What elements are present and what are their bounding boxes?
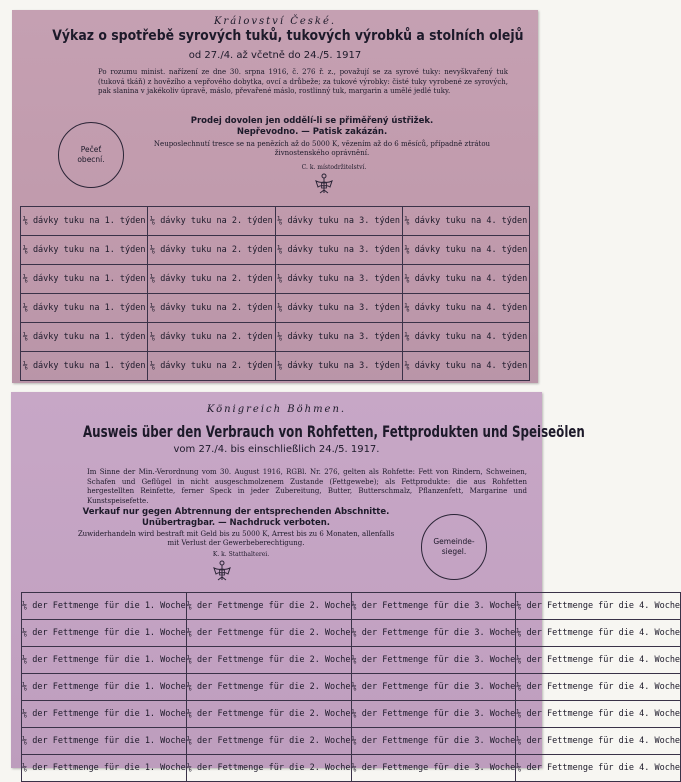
german-seal-line-2: siegel. bbox=[441, 547, 467, 556]
german-authority: K. k. Statthalterei. bbox=[212, 551, 270, 558]
czech-ration-card bbox=[12, 10, 538, 383]
german-sale-rule: Verkauf nur gegen Abtrennung der entsprechenden Abschnitte. bbox=[82, 507, 390, 517]
czech-municipal-seal-placeholder bbox=[58, 122, 124, 188]
czech-coupon-row bbox=[21, 294, 530, 323]
german-coupon-cell[interactable]: ⅙ der Fettmenge für die 1. Woche bbox=[22, 728, 187, 755]
german-coupon-row bbox=[22, 674, 681, 701]
czech-coupon-cell[interactable]: ⅙ dávky tuku na 4. týden bbox=[402, 207, 529, 236]
czech-coupon-cell[interactable]: ⅙ dávky tuku na 4. týden bbox=[402, 294, 529, 323]
german-coupon-cell[interactable]: ⅙ der Fettmenge für die 3. Woche bbox=[351, 755, 516, 782]
czech-decree-text: Po rozumu minist. nařízení ze dne 30. srpna 1916, č. 276 ř. z., považují se za syrové tuky: nevyškvařený tuk (tuková tkáň) z hovězího a vepřového dobytka, ovcí a drůbeže; za tukové výrobky: čisté tuky vyrobené ze syrových, pak slanina v jakékoliv úpravě, máslo, převařené máslo, rostlinný tuk, margarin a umělé jedlé tuky. bbox=[98, 68, 508, 95]
german-coupon-cell[interactable]: ⅙ der Fettmenge für die 1. Woche bbox=[22, 755, 187, 782]
czech-coupon-cell[interactable]: ⅙ dávky tuku na 1. týden bbox=[21, 236, 148, 265]
german-seal-line-1: Gemeinde- bbox=[433, 537, 475, 546]
czech-coupon-cell[interactable]: ⅙ dávky tuku na 3. týden bbox=[275, 294, 402, 323]
german-coupon-cell[interactable]: ⅙ der Fettmenge für die 3. Woche bbox=[351, 701, 516, 728]
czech-coupon-cell[interactable]: ⅙ dávky tuku na 3. týden bbox=[275, 207, 402, 236]
czech-coupon-cell[interactable]: ⅙ dávky tuku na 1. týden bbox=[21, 352, 148, 381]
german-coupon-cell[interactable]: ⅙ der Fettmenge für die 4. Woche bbox=[516, 647, 681, 674]
german-coupon-cell[interactable]: ⅙ der Fettmenge für die 2. Woche bbox=[186, 620, 351, 647]
german-ration-card bbox=[11, 392, 681, 773]
czech-penalty-text: Neuposlechnutí tresce se na penězích až do 5000 K, vězením až do 6 měsíců, případně ztrátou živnostenského oprávnění. bbox=[153, 140, 491, 157]
czech-transfer-rule: Nepřevodno. — Patisk zakázán. bbox=[236, 127, 388, 137]
german-coupon-cell[interactable]: ⅙ der Fettmenge für die 1. Woche bbox=[22, 593, 187, 620]
czech-coupon-cell[interactable]: ⅙ dávky tuku na 1. týden bbox=[21, 294, 148, 323]
czech-coupon-cell[interactable]: ⅙ dávky tuku na 2. týden bbox=[148, 323, 275, 352]
czech-kingdom-heading: Království České. bbox=[213, 16, 337, 27]
czech-sale-rule: Prodej dovolen jen oddělí-li se přiměřený ústřižek. bbox=[190, 116, 434, 126]
german-decree-text: Im Sinne der Min.-Verordnung vom 30. August 1916, RGBl. Nr. 276, gelten als Rohfette: Fett von Rindern, Schweinen, Schafen und Geflügel in nicht ausgeschmolzenem Zustande (Fettgewebe); als Fettprodukte: die aus Rohfetten hergestellten Reinfette, ferner Speck in jeder Zubereitung, Butter, Butterschmalz, Pflanzenfett, Margarine und Kunstspeisefette. bbox=[87, 468, 527, 505]
czech-coupon-row bbox=[21, 265, 530, 294]
german-coupon-cell[interactable]: ⅙ der Fettmenge für die 4. Woche bbox=[516, 728, 681, 755]
german-coupon-cell[interactable]: ⅙ der Fettmenge für die 2. Woche bbox=[186, 674, 351, 701]
czech-coupon-cell[interactable]: ⅙ dávky tuku na 2. týden bbox=[148, 265, 275, 294]
german-card-title: Ausweis über den Verbrauch von Rohfetten, Fettprodukten und Speiseölen bbox=[82, 422, 585, 441]
german-coupon-row bbox=[22, 593, 681, 620]
czech-coupon-grid bbox=[20, 206, 530, 381]
eagle-icon bbox=[211, 560, 233, 584]
german-coupon-row bbox=[22, 647, 681, 674]
czech-card-title: Výkaz o spotřebě syrových tuků, tukových výrobků a stolních olejů bbox=[52, 28, 524, 44]
german-coupon-cell[interactable]: ⅙ der Fettmenge für die 1. Woche bbox=[22, 647, 187, 674]
czech-coupon-cell[interactable]: ⅙ dávky tuku na 3. týden bbox=[275, 236, 402, 265]
german-municipal-seal-placeholder bbox=[421, 514, 487, 580]
german-penalty-text: Zuwiderhandeln wird bestraft mit Geld bis zu 5000 K, Arrest bis zu 6 Monaten, allenfalls mit Verlust der Gewerbeberechtigung. bbox=[77, 530, 395, 547]
czech-coupon-row bbox=[21, 207, 530, 236]
czech-coupon-row bbox=[21, 236, 530, 265]
german-coupon-cell[interactable]: ⅙ der Fettmenge für die 2. Woche bbox=[186, 728, 351, 755]
czech-authority: C. k. místodržitelství. bbox=[301, 164, 367, 171]
german-coupon-cell[interactable]: ⅙ der Fettmenge für die 3. Woche bbox=[351, 647, 516, 674]
german-coupon-cell[interactable]: ⅙ der Fettmenge für die 2. Woche bbox=[186, 755, 351, 782]
czech-coupon-cell[interactable]: ⅙ dávky tuku na 1. týden bbox=[21, 207, 148, 236]
german-coupon-row bbox=[22, 620, 681, 647]
czech-seal-line-2: obecní. bbox=[77, 155, 105, 164]
german-coupon-row bbox=[22, 701, 681, 728]
german-coupon-cell[interactable]: ⅙ der Fettmenge für die 4. Woche bbox=[516, 755, 681, 782]
german-coupon-cell[interactable]: ⅙ der Fettmenge für die 3. Woche bbox=[351, 620, 516, 647]
german-coupon-cell[interactable]: ⅙ der Fettmenge für die 3. Woche bbox=[351, 674, 516, 701]
czech-seal-line-1: Pečeť bbox=[80, 145, 102, 154]
german-coupon-row bbox=[22, 728, 681, 755]
german-coupon-cell[interactable]: ⅙ der Fettmenge für die 4. Woche bbox=[516, 620, 681, 647]
german-coupon-cell[interactable]: ⅙ der Fettmenge für die 2. Woche bbox=[186, 647, 351, 674]
german-coupon-cell[interactable]: ⅙ der Fettmenge für die 2. Woche bbox=[186, 701, 351, 728]
czech-coupon-cell[interactable]: ⅙ dávky tuku na 4. týden bbox=[402, 265, 529, 294]
czech-coupon-row bbox=[21, 352, 530, 381]
german-coupon-cell[interactable]: ⅙ der Fettmenge für die 4. Woche bbox=[516, 593, 681, 620]
german-kingdom-heading: Königreich Böhmen. bbox=[206, 404, 347, 415]
german-coupon-grid bbox=[21, 592, 681, 782]
czech-coupon-cell[interactable]: ⅙ dávky tuku na 2. týden bbox=[148, 352, 275, 381]
czech-coupon-cell[interactable]: ⅙ dávky tuku na 2. týden bbox=[148, 294, 275, 323]
czech-validity-period: od 27./4. až včetně do 24./5. 1917 bbox=[188, 50, 362, 61]
eagle-icon bbox=[313, 173, 335, 197]
czech-coupon-cell[interactable]: ⅙ dávky tuku na 2. týden bbox=[148, 207, 275, 236]
czech-coupon-cell[interactable]: ⅙ dávky tuku na 4. týden bbox=[402, 236, 529, 265]
german-coupon-cell[interactable]: ⅙ der Fettmenge für die 4. Woche bbox=[516, 701, 681, 728]
czech-coupon-cell[interactable]: ⅙ dávky tuku na 3. týden bbox=[275, 265, 402, 294]
german-coupon-row bbox=[22, 755, 681, 782]
czech-coupon-cell[interactable]: ⅙ dávky tuku na 3. týden bbox=[275, 323, 402, 352]
german-coupon-cell[interactable]: ⅙ der Fettmenge für die 3. Woche bbox=[351, 728, 516, 755]
czech-coupon-cell[interactable]: ⅙ dávky tuku na 1. týden bbox=[21, 265, 148, 294]
czech-coupon-cell[interactable]: ⅙ dávky tuku na 4. týden bbox=[402, 323, 529, 352]
german-coupon-cell[interactable]: ⅙ der Fettmenge für die 1. Woche bbox=[22, 701, 187, 728]
czech-coupon-row bbox=[21, 323, 530, 352]
german-coupon-cell[interactable]: ⅙ der Fettmenge für die 2. Woche bbox=[186, 593, 351, 620]
czech-coupon-cell[interactable]: ⅙ dávky tuku na 3. týden bbox=[275, 352, 402, 381]
german-coupon-cell[interactable]: ⅙ der Fettmenge für die 1. Woche bbox=[22, 674, 187, 701]
czech-coupon-cell[interactable]: ⅙ dávky tuku na 4. týden bbox=[402, 352, 529, 381]
czech-coupon-cell[interactable]: ⅙ dávky tuku na 1. týden bbox=[21, 323, 148, 352]
czech-coupon-cell[interactable]: ⅙ dávky tuku na 2. týden bbox=[148, 236, 275, 265]
german-coupon-cell[interactable]: ⅙ der Fettmenge für die 3. Woche bbox=[351, 593, 516, 620]
german-validity-period: vom 27./4. bis einschließlich 24./5. 1917. bbox=[173, 444, 380, 455]
german-coupon-cell[interactable]: ⅙ der Fettmenge für die 4. Woche bbox=[516, 674, 681, 701]
german-transfer-rule: Unübertragbar. — Nachdruck verboten. bbox=[141, 518, 331, 528]
german-coupon-cell[interactable]: ⅙ der Fettmenge für die 1. Woche bbox=[22, 620, 187, 647]
